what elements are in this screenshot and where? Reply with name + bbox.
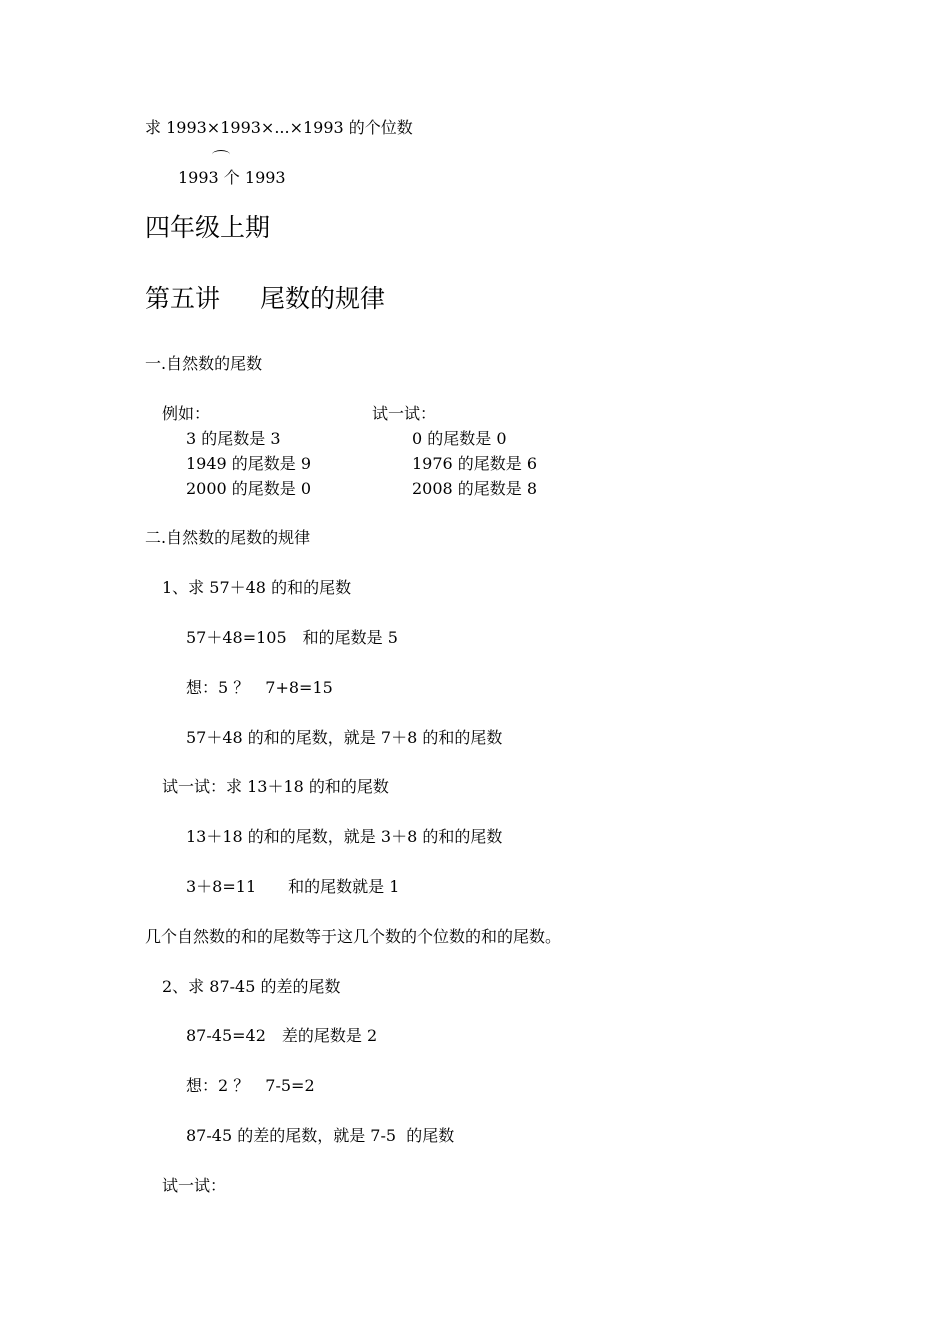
problem-1-calc: 57＋48=105 和的尾数是 5 — [186, 628, 398, 647]
example-item: 3 的尾数是 3 — [186, 429, 281, 448]
overbrace-mark — [212, 150, 230, 159]
example-label: 例如： — [162, 404, 211, 423]
problem-2-heading: 2、求 87-45 的差的尾数 — [162, 977, 341, 996]
problem-1-try-line: 13＋18 的和的尾数，就是 3＋8 的和的尾数 — [186, 827, 503, 846]
problem-2-conclusion: 87-45 的差的尾数，就是 7-5 的尾数 — [186, 1126, 455, 1145]
problem-1-heading: 1、求 57＋48 的和的尾数 — [162, 578, 352, 597]
lecture-number: 第五讲 — [145, 284, 221, 313]
intro-problem: 求 1993×1993×...×1993 的个位数 — [145, 118, 413, 137]
lecture-name: 尾数的规律 — [260, 284, 386, 313]
brace-note: 1993 个 1993 — [178, 168, 286, 187]
example-item: 2000 的尾数是 0 — [186, 479, 312, 498]
problem-1-try-line: 3＋8=11 和的尾数就是 1 — [186, 877, 400, 896]
problem-1-conclusion: 57＋48 的和的尾数，就是 7＋8 的和的尾数 — [186, 728, 503, 747]
problem-2-think: 想：2 ？ 7-5=2 — [186, 1076, 315, 1095]
grade-title: 四年级上期 — [145, 213, 271, 242]
problem-1-try-heading: 试一试：求 13＋18 的和的尾数 — [162, 777, 389, 796]
rule-statement: 几个自然数的和的尾数等于这几个数的个位数的和的尾数。 — [145, 927, 562, 946]
problem-2-try-heading: 试一试： — [162, 1176, 227, 1195]
try-item: 0 的尾数是 0 — [412, 429, 507, 448]
try-label: 试一试： — [372, 404, 437, 423]
section-1-title: 一.自然数的尾数 — [145, 354, 263, 373]
try-item: 2008 的尾数是 8 — [412, 479, 538, 498]
try-item: 1976 的尾数是 6 — [412, 454, 538, 473]
problem-2-calc: 87-45=42 差的尾数是 2 — [186, 1026, 378, 1045]
section-2-title: 二.自然数的尾数的规律 — [145, 528, 311, 547]
problem-1-think: 想：5 ？ 7+8=15 — [186, 678, 333, 697]
example-item: 1949 的尾数是 9 — [186, 454, 312, 473]
